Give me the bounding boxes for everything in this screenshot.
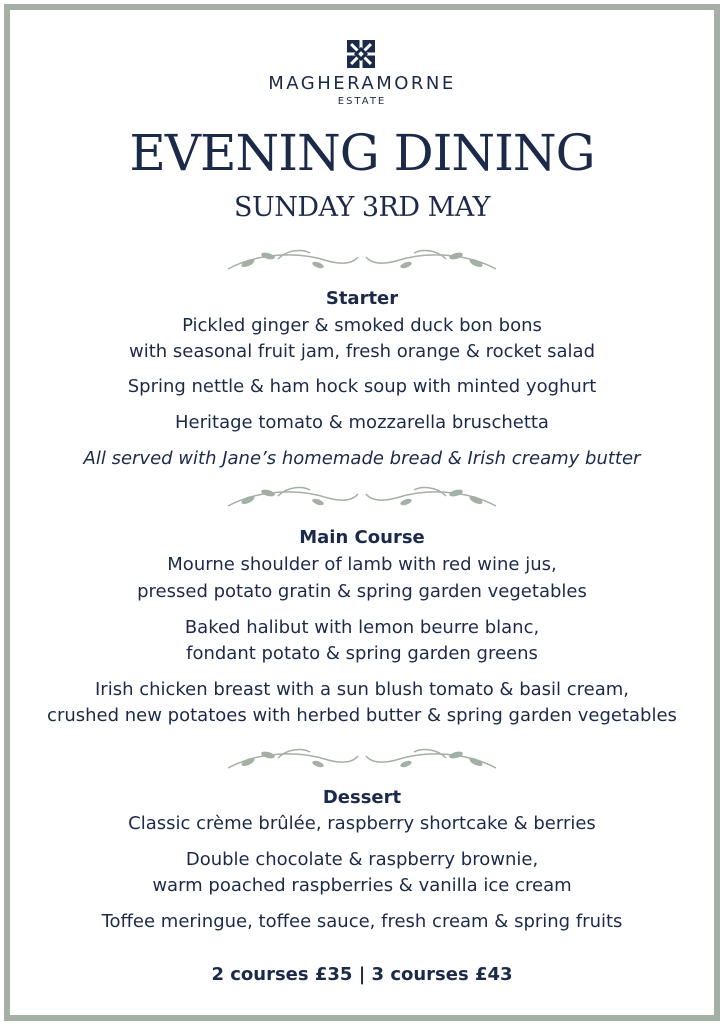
section-heading-starter: Starter [325,288,399,309]
menu-item: warm poached raspberries & vanilla ice cream [152,875,572,896]
brand-name: MAGHERAMORNE [268,73,456,94]
menu-item: pressed potato gratin & spring garden vegetables [137,581,587,602]
estate-logo-icon [343,36,379,72]
menu-item: Pickled ginger & smoked duck bon bons [182,315,542,336]
menu-item: Toffee meringue, toffee sauce, fresh cream & spring fruits [101,911,623,932]
vine-divider-icon [218,742,506,776]
menu-item: Double chocolate & raspberry brownie, [185,849,539,870]
menu-item: Classic crème brûlée, raspberry shortcake & berries [128,813,596,834]
vine-divider-icon [218,243,506,277]
page-subtitle: SUNDAY 3RD MAY [234,192,490,223]
pricing: 2 courses £35 | 3 courses £43 [211,964,513,985]
menu-item: Baked halibut with lemon beurre blanc, [184,617,540,638]
menu-item: Irish chicken breast with a sun blush tomato & basil cream, [94,679,630,700]
menu-item: Mourne shoulder of lamb with red wine jus, [167,554,557,575]
section-heading-main: Main Course [299,527,425,548]
menu-item: with seasonal fruit jam, fresh orange & rocket salad [128,341,596,362]
vine-divider-icon [218,480,506,514]
menu-item: Heritage tomato & mozzarella bruschetta [175,412,549,433]
section-heading-dessert: Dessert [322,787,402,808]
menu-item: fondant potato & spring garden greens [186,643,538,664]
brand-subtitle: ESTATE [337,96,387,107]
menu-item: Spring nettle & ham hock soup with minted yoghurt [127,376,597,397]
menu-item: crushed new potatoes with herbed butter & spring garden vegetables [47,705,677,726]
page-title: EVENING DINING [129,124,595,182]
starter-note: All served with Jane’s homemade bread & Irish creamy butter [83,448,641,469]
